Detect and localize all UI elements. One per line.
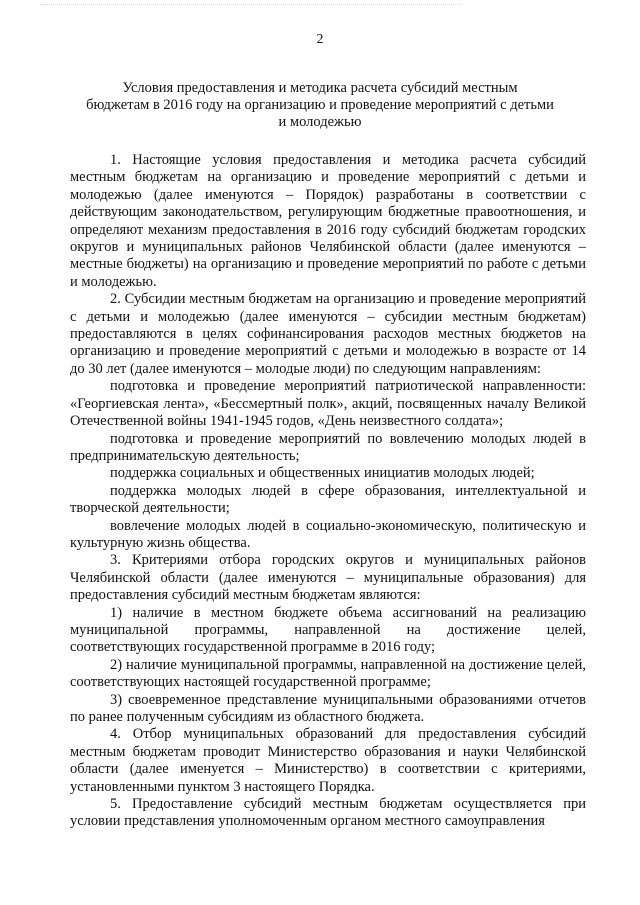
paragraph-3: 3. Критериями отбора городских округов и муниципальных районов Челябинской области (далее именуются – муниципальные образования) для предоставления субсидий местным бюджетам являются:	[70, 552, 586, 604]
paragraph-5: 5. Предоставление субсидий местным бюджетам осуществляется при условии представления уполномоченным органом местного самоуправления	[70, 796, 586, 830]
direction-item-education: поддержка молодых людей в сфере образования, интеллектуальной и творческой деятельности;	[70, 482, 586, 517]
criterion-1: 1) наличие в местном бюджете объема ассигнований на реализацию муниципальной программы, направленной на достижение целей, соответствующих государственной программе в 2016 году;	[70, 604, 586, 656]
paragraph-4: 4. Отбор муниципальных образований для предоставления субсидий местным бюджетам проводит Министерство образования и науки Челябинской области (далее именуется – Министерство) в соответствии с критериями, установленными пунктом 3 настоящего Порядка.	[70, 726, 586, 795]
paragraph-1: 1. Настоящие условия предоставления и методика расчета субсидий местным бюджетам на организацию и проведение мероприятий с детьми и молодежью (далее именуются – Порядок) разработаны в соответствии с действующим законодательством, регулирующим бюджетные правоотношения, и определяют механизм предоставления в 2016 году субсидий бюджетам городских округов и муниципальных районов Челябинской области (далее именуются – местные бюджеты) на организацию и проведение мероприятий по работе с детьми и молодежью.	[70, 152, 586, 290]
direction-item-patriotic: подготовка и проведение мероприятий патриотической направленности: «Георгиевская лента», «Бессмертный полк», акций, посвященных началу Великой Отечественной войны 1941-1945 годов, «День неизвестного солдата»;	[70, 378, 586, 430]
scan-artifact-line	[40, 4, 460, 9]
direction-item-social-life: вовлечение молодых людей в социально-экономическую, политическую и культурную жизнь общества.	[70, 517, 586, 551]
title-line: Условия предоставления и методика расчета субсидий местным	[122, 80, 518, 96]
document-body	[70, 152, 586, 831]
paragraph-2: 2. Субсидии местным бюджетам на организацию и проведение мероприятий с детьми и молодежью (далее именуются – субсидии местным бюджетам) предоставляются в целях софинансирования расходов местных бюджетов на организацию и проведение мероприятий с детьми и молодежью в возрасте от 14 до 30 лет (далее именуются – молодые люди) по следующим направлениям:	[70, 291, 586, 377]
document-title	[70, 80, 570, 131]
page-number: 2	[316, 32, 324, 47]
criterion-3: 3) своевременное представление муниципальными образованиями отчетов по ранее полученным субсидиям из областного бюджета.	[70, 691, 586, 725]
title-line: бюджетам в 2016 году на организацию и проведение мероприятий с детьми	[86, 97, 554, 113]
title-line: и молодежью	[278, 114, 362, 130]
direction-item-entrepreneurship: подготовка и проведение мероприятий по вовлечению молодых людей в предпринимательскую деятельность;	[70, 430, 586, 464]
criterion-2: 2) наличие муниципальной программы, направленной на достижение целей, соответствующих настоящей государственной программе;	[70, 656, 586, 691]
direction-item-initiatives: поддержка социальных и общественных инициатив молодых людей;	[110, 465, 535, 482]
